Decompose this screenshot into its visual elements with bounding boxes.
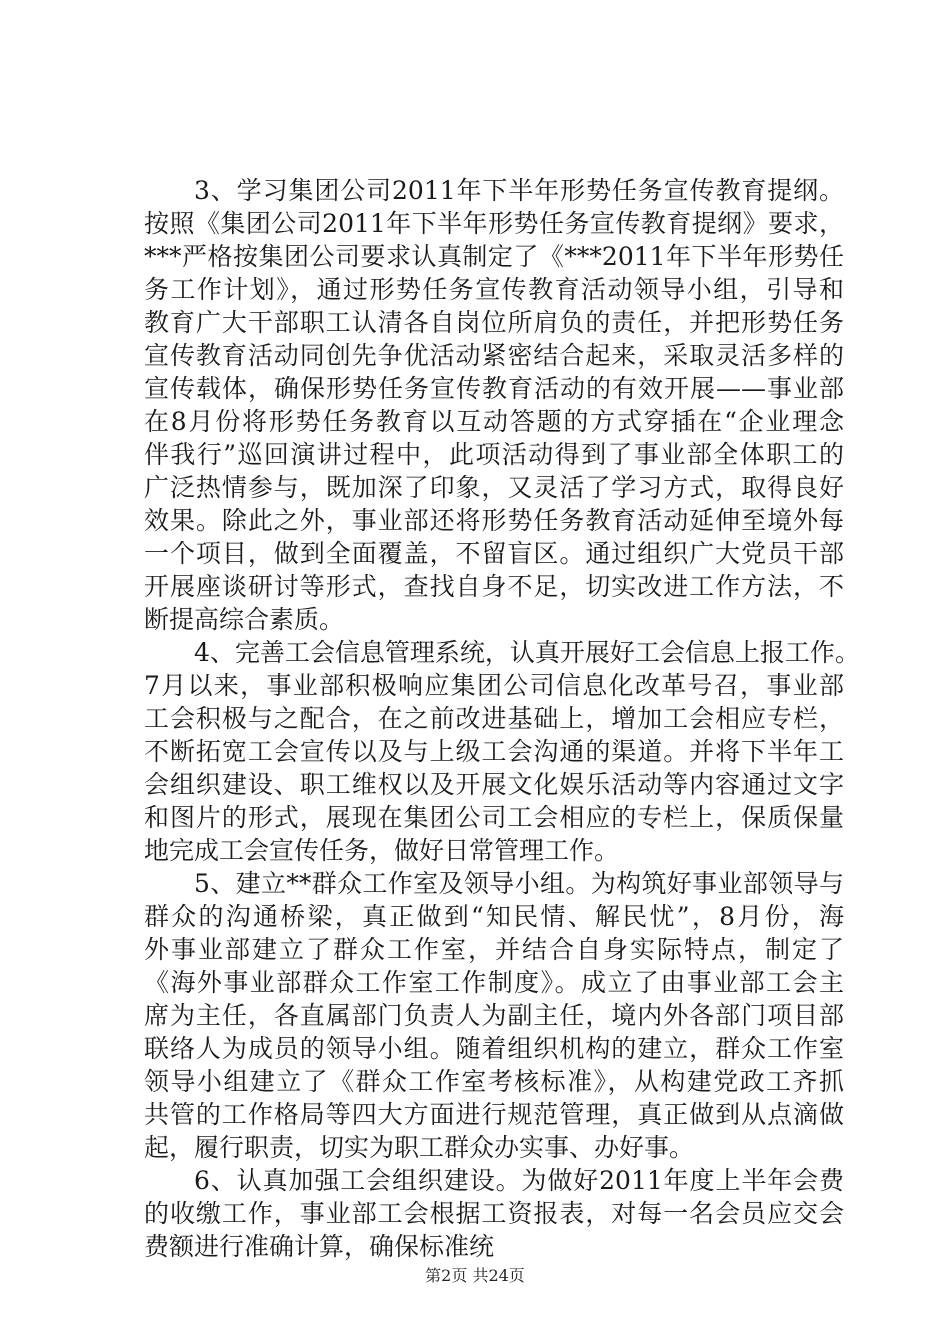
text-line: 宣传教育活动同创先争优活动紧密结合起来，采取灵活多样的: [144, 341, 844, 370]
paragraph-6: [144, 1164, 844, 1263]
text-line: 务工作计划》，通过形势任务宣传教育活动领导小组，引导和: [144, 275, 844, 304]
text-line: 开展座谈研讨等形式，查找自身不足，切实改进工作方法，不: [144, 572, 844, 601]
text-line: ***严格按集团公司要求认真制定了《***2011年下半年形势任: [144, 242, 844, 271]
text-line: 断提高综合素质。: [144, 605, 345, 634]
page-footer: [0, 1266, 950, 1286]
page-number-label: 第2页 共24页: [425, 1266, 525, 1285]
text-line: 广泛热情参与，既加深了印象，又灵活了学习方式，取得良好: [144, 473, 844, 502]
paragraph-4: [144, 636, 860, 867]
text-line: 《海外事业部群众工作室工作制度》。成立了由事业部工会主: [144, 968, 844, 997]
text-line: 起，履行职责，切实为职工群众办实事、办好事。: [144, 1133, 695, 1162]
text-line: 教育广大干部职工认清各自岗位所肩负的责任，并把形势任务: [144, 308, 844, 337]
text-line: 伴我行”巡回演讲过程中，此项活动得到了事业部全体职工的: [144, 440, 844, 469]
text-line: 5、建立**群众工作室及领导小组。为构筑好事业部领导与: [194, 869, 844, 898]
text-line: 按照《集团公司2011年下半年形势任务宣传教育提纲》要求，: [144, 209, 844, 238]
text-line: 宣传载体，确保形势任务宣传教育活动的有效开展——事业部: [144, 374, 844, 403]
text-line: 外事业部建立了群众工作室，并结合自身实际特点，制定了: [144, 935, 844, 964]
text-line: 效果。除此之外，事业部还将形势任务教育活动延伸至境外每: [144, 506, 844, 535]
text-line: 3、学习集团公司2011年下半年形势任务宣传教育提纲。: [194, 176, 844, 205]
paragraph-5: [144, 867, 844, 1164]
text-line: 群众的沟通桥梁，真正做到“知民情、解民忧”，8月份，海: [144, 902, 844, 931]
text-line: 联络人为成员的领导小组。随着组织机构的建立，群众工作室: [144, 1034, 844, 1063]
text-line: 7月以来，事业部积极响应集团公司信息化改革号召，事业部: [144, 671, 844, 700]
text-line: 费额进行准确计算，确保标准统: [144, 1232, 495, 1261]
text-line: 在8月份将形势任务教育以互动答题的方式穿插在“企业理念: [144, 407, 844, 436]
text-line: 一个项目，做到全面覆盖，不留盲区。通过组织广大党员干部: [144, 539, 844, 568]
text-line: 领导小组建立了《群众工作室考核标准》，从构建党政工齐抓: [144, 1067, 844, 1096]
text-line: 共管的工作格局等四大方面进行规范管理，真正做到从点滴做: [144, 1100, 844, 1129]
text-line: 和图片的形式，展现在集团公司工会相应的专栏上，保质保量: [144, 803, 844, 832]
text-line: 6、认真加强工会组织建设。为做好2011年度上半年会费: [194, 1166, 844, 1195]
document-body: [144, 174, 860, 1263]
text-line: 地完成工会宣传任务，做好日常管理工作。: [144, 836, 620, 865]
text-line: 4、完善工会信息管理系统，认真开展好工会信息上报工作。: [194, 638, 860, 667]
text-line: 工会积极与之配合，在之前改进基础上，增加工会相应专栏，: [144, 704, 844, 733]
text-line: 会组织建设、职工维权以及开展文化娱乐活动等内容通过文字: [144, 770, 844, 799]
paragraph-3: [144, 174, 844, 636]
text-line: 不断拓宽工会宣传以及与上级工会沟通的渠道。并将下半年工: [144, 737, 844, 766]
text-line: 的收缴工作，事业部工会根据工资报表，对每一名会员应交会: [144, 1199, 844, 1228]
text-line: 席为主任，各直属部门负责人为副主任，境内外各部门项目部: [144, 1001, 844, 1030]
